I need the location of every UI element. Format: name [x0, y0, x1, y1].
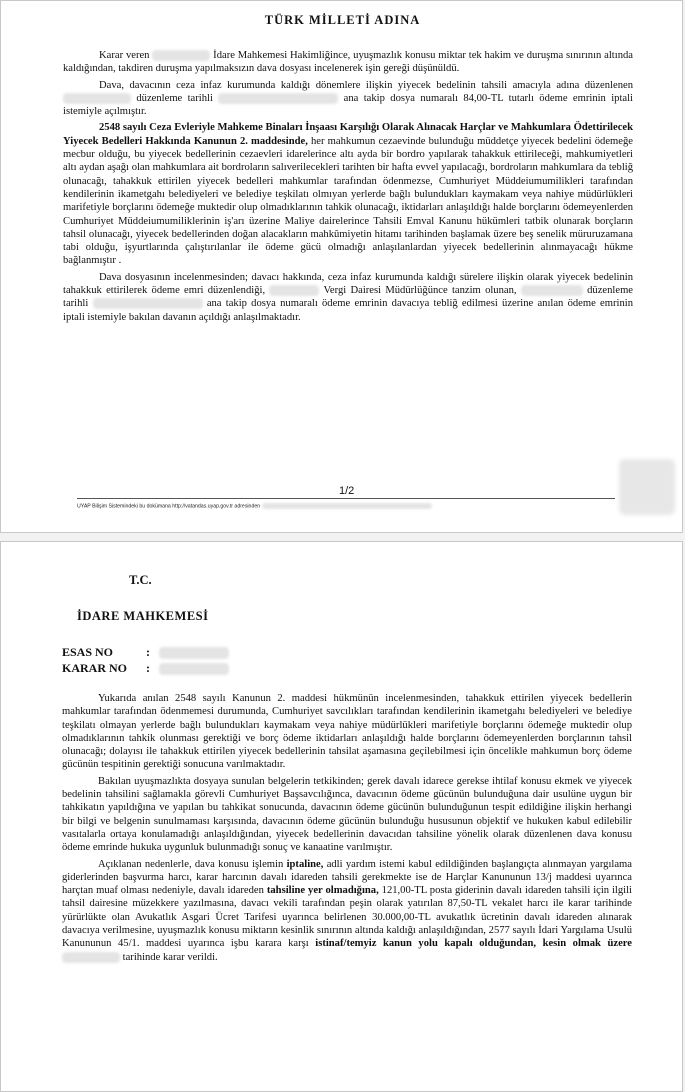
- text-run: İdare Mahkemesi Hakimliğince, uyuşmazlık konusu miktar tek hakim ve duruşma sınırının altında kaldığından, takdiren duruşma yapılmaksızın dava dosyası incelenerek işin gereği düşünüldü.: [63, 50, 633, 75]
- text-run: ana takip dosya numaralı 84,00-TL tutarlı ödeme emrinin iptali istemiyle açılmıştır.: [63, 92, 633, 118]
- text-run: 121,00-TL posta giderinin davalı idareden tahsili için ilgili tahsil dairesine müzekkere yazılmasına, davacı vekili tarafından peşin olarak yatırılan 87,50-TL vekalet harcı ile karar tarihinde yürürlükte olan Avukatlık Asgari Ücret Tarifesi uyarınca belirlenen 30.000,00-TL avukatlık ücretinin davalı idareden alınarak davacıya verilmesine, uyuşmazlık konusu miktarın kesinlik sınırının altında kaldığı anlaşıldığından, 2577 sayılı İdari Yargılama Usulü Kanununun 45/1. maddesi uyarınca işbu karara karşı: [62, 885, 633, 950]
- page2-body: [62, 692, 632, 967]
- redacted-qr-code: [619, 459, 675, 515]
- esas-no-row: [62, 645, 229, 660]
- redacted-verification-code: [262, 503, 432, 509]
- karar-no-row: [62, 661, 229, 676]
- text-run: Açıklanan nedenlerle, dava konusu işlemin: [98, 858, 287, 870]
- paragraph-case-summary: [63, 79, 633, 119]
- paragraph-intro: [63, 49, 633, 76]
- text-run: her mahkumun cezaevinde bulunduğu müddetçe yiyecek bedelini ödemeğe mecbur olduğu, bu yiyecek bedellerinin cezaevleri idarelerince altı ayda bir bordro yapılarak tahakkuk ettirileceği, mahkumiyetleri altı aydan aşağı olan mahkumlara ait bordroların salıverilecekleri tarihten bir hafta evvel yapılacağı, bordroların mahkumlara da tebliğ olunacağı, tahakkuk ettirilen yiyecek bedelleri mahkumlar tarafından ödenmezse, Cumhuriyet Müddeiumumilikleri tarafından kendilerinin ikametgahı belediyeleri ve belediye teşkilatı olmıyan yerlerde bağlı bulundukları kaymakam veya nahiye müdürlükleri marifetiyle borçlarını ödemeğe muktedir olup olmadıklarının tahkik olunacağı, iktidarları anlaşıldığı halde borçlarını ödemeyenlerden Cumhuriyet Müddeiumumiliklerinin iş'arı üzerine Maliye dairelerince Tahsili Emval Kanunu hükümleri tatbik olunarak borçların tahsil olunacağı, yiyecek bedellerinden doğan alacakların mahkûmiyetin hitamı tarihinden başlamak üzere beş senelik müruruzamana tabi olduğu, işyurtlarında çalıştırılanlar ile ödeme gücü olmadığı anlaşılanlardan yiyecek bedellerinin alınmayacağı hükme bağlanmıştır .: [63, 135, 633, 267]
- colon: :: [146, 645, 150, 659]
- text-run: tarihinde karar verildi.: [122, 951, 218, 963]
- text-run: Vergi Dairesi Müdürlüğünce tanzim olunan,: [323, 285, 517, 297]
- text-run: Bakılan uyuşmazlıkta dosyaya sunulan belgelerin tetkikinden; gerek davalı idarece gerekse ihtilaf konusu ekmek ve yiyecek bedelinin tahsilini sağlamakla görevli Cumhuriyet Başsavcılığınca, davacının ödeme gücünün bulunduğuna dair usulüne uygun bir tahkikatın yapıldığına ve yapılan bu tahkikat sonucunda, davacının ödeme gücünün bulunduğunun tespit edildiğine ilişkin herhangi bir bilgi ve belgenin sunulmaması karşısında, davacının ödeme gücünün bulunduğu hususunun objektif ve hukuken kabul edilebilir vasıtalarla ortaya konulamadığı anlaşıldığından, yiyecek bedellerinin davacıdan tahsiline yönelik olarak düzenlenen dava konusu ödeme emrinde hukuka uygunluk bulunmadığı sonuç ve kanaatine varılmıştır.: [62, 775, 632, 854]
- paragraph-law-interpretation: [62, 692, 632, 772]
- text-run: Karar veren: [99, 50, 150, 61]
- redacted-file-number: [218, 93, 338, 104]
- verdict-bold: iptaline,: [286, 858, 324, 870]
- court-name: İDARE MAHKEMESİ: [77, 609, 209, 623]
- paragraph-law-article: [63, 121, 633, 267]
- text-run: düzenleme tarihli: [63, 285, 634, 310]
- footer-divider: [77, 498, 615, 499]
- text-run: adli yardım istemi kabul edildiğinden başlangıçta alınmayan yargılama giderlerinden başvurma harcı, karar harcının davalı idareden tahsili gerekmekte ise de Harçlar Kanununun 13/j maddesi uyarınca harçtan muaf olması nedeniyle, davalı idareden: [62, 858, 632, 897]
- law-reference-bold: 2548 sayılı Ceza Evleriyle Mahkeme Binaları İnşaası Karşılığı Olarak Alınacak Harçlar ve Mahkumlara Ödettirilecek Yiyecek Bedelleri Hakkında Kanunun 2. maddesinde,: [63, 122, 633, 147]
- paragraph-verdict: [62, 858, 632, 964]
- redacted-file-number: [93, 298, 203, 309]
- redacted-date: [521, 285, 583, 296]
- esas-no-label: ESAS NO: [62, 645, 114, 659]
- redacted-esas-number: [159, 647, 229, 659]
- verdict-bold: istinaf/temyiz kanun yolu kapalı olduğundan, kesin olmak üzere: [315, 938, 632, 950]
- decision-title: TÜRK MİLLETİ ADINA: [264, 13, 421, 27]
- redacted-court-name: [152, 50, 210, 61]
- page1-body: [63, 49, 633, 327]
- text-run: ana takip dosya numaralı ödeme emrinin davacıya tebliğ edilmesi üzerine anılan ödeme emrinin iptali istemiyle bakılan davanın açıldığı anlaşılmaktadır.: [63, 298, 634, 323]
- paragraph-case-assessment: [62, 775, 632, 855]
- document-page-1: [0, 0, 683, 533]
- text-run: düzenleme tarihli: [136, 92, 213, 104]
- karar-no-label: KARAR NO: [62, 661, 127, 675]
- footer-text: UYAP Bilişim Sistemindeki bu dokümana http://vatandas.uyap.gov.tr adresinden: [77, 503, 261, 510]
- paragraph-file-review: [63, 271, 633, 324]
- uyap-footer: [77, 503, 432, 509]
- page-number: 1/2: [339, 485, 355, 497]
- colon: :: [146, 661, 150, 675]
- text-run: Yukarıda anılan 2548 sayılı Kanunun 2. maddesi hükmünün incelenmesinden, tahakkuk ettirilen yiyecek bedellerin mahkumlar tarafından ödenmemesi durumunda, Cumhuriyet savcılıkları tarafından kendilerinin ikametgahı belediyeleri ve belediye teşkilatı olmayan yerlerde bağlı bulundukları kaymakam veya nahiye müdürlükleri marifetiyle borçlarını ödemeğe muktedir olup olmadıklarının tahkik olunması gerektiği ve borç ödeme iktidarları anlaşıldığı halde borçlarını ödemeyenlerden borçlarının tahsil olunacağı; dolayısı ile tahakkuk ettirilen yiyecek bedellerinin tahsilat aşamasına geçilebilmesi için öncelikle mahkumun borç ödeme gücünün tespitinin gerektiği sonucuna varılmaktadır.: [62, 693, 632, 771]
- verdict-bold: tahsiline yer olmadığına,: [266, 885, 379, 897]
- text-run: Dava, davacının ceza infaz kurumunda kaldığı dönemlere ilişkin yiyecek bedelinin tahsili amacıyla adına düzenlenen: [99, 79, 633, 91]
- tc-header: T.C.: [129, 573, 152, 587]
- redacted-decision-date: [62, 952, 120, 963]
- redacted-date: [63, 93, 131, 104]
- redacted-tax-office: [269, 285, 319, 296]
- text-run: Dava dosyasının incelenmesinden; davacı hakkında, ceza infaz kurumunda kaldığı sürelere ilişkin olarak yiyecek bedelinin tahakkuk ettirilerek ödeme emri düzenlendiği,: [63, 271, 633, 297]
- redacted-karar-number: [159, 663, 229, 675]
